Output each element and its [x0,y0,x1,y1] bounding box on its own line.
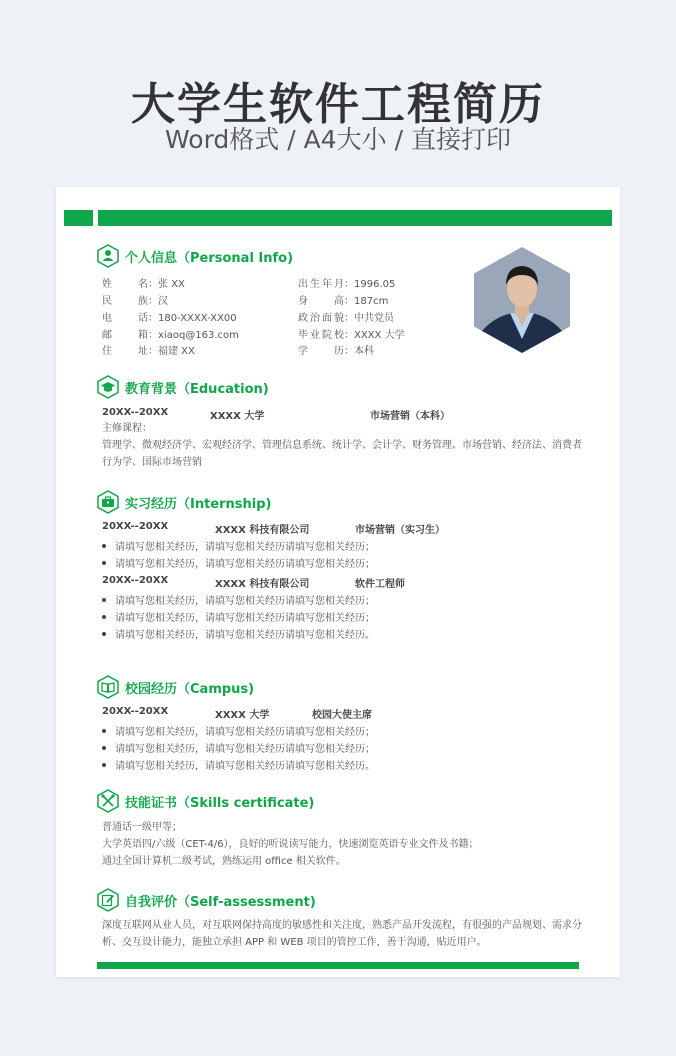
internship-bullet: 请填写您相关经历，请填写您相关经历请填写您相关经历； [102,538,375,553]
internship-company: XXXX 科技有限公司 [215,579,310,590]
education-school: XXXX 大学 [210,411,265,422]
campus-period: 20XX--20XX [102,706,169,717]
internship-period: 20XX--20XX [102,575,169,586]
info-ethnicity: 民族：汉 [102,296,168,307]
info-phone: 电话：180-XXXX-XX00 [102,313,237,324]
bottom-accent-bar [97,962,579,969]
info-height: 身高：187cm [298,296,389,307]
info-political: 政治面貌：中共党员 [298,313,394,324]
section-title-personal: 个人信息（Personal Info) [125,250,294,266]
internship-row-1 [102,521,582,535]
page-title: 大学生软件工程简历 [131,79,545,130]
campus-bullet: 请填写您相关经历，请填写您相关经历请填写您相关经历； [102,723,375,738]
internship-bullet: 请填写您相关经历，请填写您相关经历请填写您相关经历； [102,609,375,624]
info-address: 住址：福建 XX [102,346,195,357]
book-icon [97,675,119,699]
education-major: 市场营销（本科） [370,411,450,422]
info-degree: 学历：本科 [298,346,374,357]
internship-bullet: 请填写您相关经历，请填写您相关经历请填写您相关经历。 [102,626,375,641]
resume-paper [56,187,620,977]
profile-photo [474,247,570,353]
internship-row-2 [102,575,582,589]
section-header-personal [97,244,293,268]
skill-line: 大学英语四/六级（CET-4/6），良好的听说读写能力，快速浏览英语专业文件及书籍； [102,839,479,850]
section-header-internship [97,490,272,514]
edit-icon [97,888,119,912]
info-email: 邮箱：xiaoq@163.com [102,330,239,341]
internship-company: XXXX 科技有限公司 [215,525,310,536]
internship-role: 市场营销（实习生） [355,525,445,536]
internship-bullet: 请填写您相关经历，请填写您相关经历请填写您相关经历； [102,592,375,607]
campus-bullet: 请填写您相关经历，请填写您相关经历请填写您相关经历。 [102,757,375,772]
campus-bullet: 请填写您相关经历，请填写您相关经历请填写您相关经历； [102,740,375,755]
education-row [102,407,582,421]
campus-school: XXXX 大学 [215,710,270,721]
campus-row [102,706,582,720]
section-header-education [97,375,269,399]
courses-text: 管理学、微观经济学、宏观经济学、管理信息系统、统计学、会计学、财务管理、市场营销、经济法、消费者行为学、国际市场营销 [102,440,582,468]
tools-icon [97,789,119,813]
campus-role: 校园大使主席 [312,710,372,721]
info-name: 姓名：张 XX [102,279,185,290]
skill-line: 普通话一级甲等； [102,822,182,833]
self-assessment-text: 深度互联网从业人员，对互联网保持高度的敏感性和关注度，熟悉产品开发流程，有很强的产品规划、需求分析、交互设计能力，能独立承担 APP 和 WEB 项目的管控工作，善于沟通，贴近用户。 [102,920,582,948]
skill-line: 通过全国计算机二级考试，熟练运用 office 相关软件。 [102,856,346,867]
section-title-education: 教育背景（Education) [125,381,269,397]
graduation-cap-icon [97,375,119,399]
section-header-skills [97,789,314,813]
top-accent-bar-small [64,210,93,226]
section-header-self [97,888,316,912]
section-header-campus [97,675,254,699]
page-subtitle: Word格式 / A4大小 / 直接打印 [165,125,511,154]
info-school: 毕业院校：XXXX 大学 [298,330,405,341]
internship-period: 20XX--20XX [102,521,169,532]
section-title-self: 自我评价（Self-assessment) [125,894,316,910]
internship-bullet: 请填写您相关经历，请填写您相关经历请填写您相关经历； [102,555,375,570]
person-icon [97,244,119,268]
info-birth: 出生年月：1996.05 [298,279,396,290]
section-title-campus: 校园经历（Campus) [125,681,255,697]
education-period: 20XX--20XX [102,407,169,418]
briefcase-icon [97,490,119,514]
top-accent-bar [98,210,612,226]
section-title-internship: 实习经历（Internship) [125,496,272,512]
internship-role: 软件工程师 [355,579,405,590]
section-title-skills: 技能证书（Skills certificate) [125,795,315,811]
courses-label: 主修课程： [102,423,152,434]
